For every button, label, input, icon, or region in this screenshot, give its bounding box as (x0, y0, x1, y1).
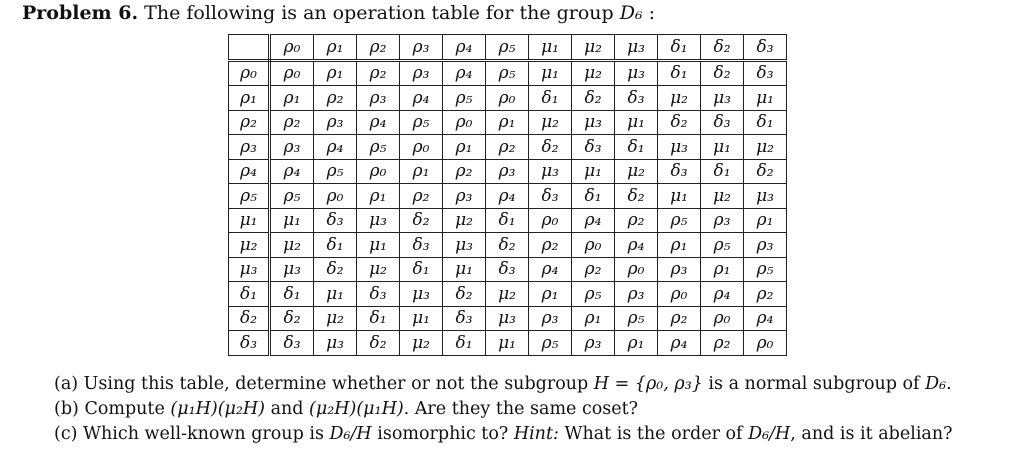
table-cell: μ₁ (314, 282, 357, 307)
table-cell: ρ₀ (658, 282, 701, 307)
table-cell: μ₂ (658, 86, 701, 111)
table-cell: ρ₂ (572, 257, 615, 282)
table-cell: ρ₁ (572, 306, 615, 331)
table-row (229, 159, 787, 184)
table-row (229, 233, 787, 258)
table-cell: δ₁ (615, 135, 658, 160)
table-cell: μ₁ (270, 208, 314, 233)
table-row (229, 184, 787, 209)
table-cell: μ₁ (744, 86, 787, 111)
table-cell: μ₃ (486, 306, 529, 331)
table-cell: ρ₄ (443, 60, 486, 86)
question-text: Which well-known group is (83, 424, 330, 444)
table-cell: δ₂ (486, 233, 529, 258)
column-header: μ₁ (529, 35, 572, 61)
question-text: and (265, 399, 310, 419)
table-cell: ρ₄ (529, 257, 572, 282)
table-row (229, 60, 787, 86)
table-cell: ρ₂ (615, 208, 658, 233)
math-subgroup: H = {ρ₀, ρ₃} (593, 374, 703, 394)
question-text: Using this table, determine whether or not the subgroup (83, 374, 594, 394)
table-cell: ρ₅ (701, 233, 744, 258)
table-cell: μ₁ (357, 233, 400, 258)
math-product: (μ₁H)(μ₂H) (170, 399, 265, 419)
table-cell: δ₂ (701, 60, 744, 86)
table-cell: ρ₃ (572, 331, 615, 356)
table-cell: ρ₃ (744, 233, 787, 258)
table-cell: ρ₂ (744, 282, 787, 307)
table-cell: μ₂ (443, 208, 486, 233)
table-cell: ρ₀ (357, 159, 400, 184)
table-cell: μ₁ (701, 135, 744, 160)
table-cell: ρ₁ (701, 257, 744, 282)
table-cell: ρ₀ (572, 233, 615, 258)
hint-label: Hint: (513, 424, 559, 444)
table-row (229, 86, 787, 111)
table-cell: μ₃ (314, 331, 357, 356)
row-header: μ₃ (229, 257, 270, 282)
table-cell: μ₂ (270, 233, 314, 258)
table-cell: ρ₄ (615, 233, 658, 258)
table-cell: ρ₂ (701, 331, 744, 356)
table-cell: μ₁ (400, 306, 443, 331)
table-cell: μ₃ (572, 110, 615, 135)
table-cell: δ₁ (400, 257, 443, 282)
table-cell: μ₂ (744, 135, 787, 160)
table-cell: ρ₂ (529, 233, 572, 258)
table-cell: ρ₄ (400, 86, 443, 111)
table-cell: ρ₀ (486, 86, 529, 111)
row-header: δ₃ (229, 331, 270, 356)
table-cell: ρ₄ (744, 306, 787, 331)
table-cell: ρ₃ (400, 60, 443, 86)
column-header: δ₃ (744, 35, 787, 61)
table-cell: ρ₅ (615, 306, 658, 331)
table-row (229, 208, 787, 233)
problem-text: The following is an operation table for the group (144, 2, 614, 24)
table-cell: δ₁ (270, 282, 314, 307)
question-c (54, 424, 953, 444)
table-cell: ρ₁ (270, 86, 314, 111)
row-header: ρ₀ (229, 60, 270, 86)
table-cell: ρ₅ (744, 257, 787, 282)
problem-label: Problem 6. (22, 2, 139, 24)
math-product: (μ₂H)(μ₁H) (309, 399, 404, 419)
column-header: ρ₅ (486, 35, 529, 61)
operation-table (228, 34, 787, 356)
table-cell: ρ₀ (529, 208, 572, 233)
table-cell: ρ₂ (658, 306, 701, 331)
question-text: . Are they the same coset? (403, 399, 639, 419)
table-cell: ρ₂ (443, 159, 486, 184)
table-cell: δ₂ (400, 208, 443, 233)
table-cell: ρ₃ (486, 159, 529, 184)
table-cell: δ₁ (314, 233, 357, 258)
table-cell: ρ₁ (357, 184, 400, 209)
table-cell: δ₁ (744, 110, 787, 135)
table-cell: ρ₃ (701, 208, 744, 233)
math-group: D₆ (925, 374, 947, 394)
row-header: ρ₂ (229, 110, 270, 135)
table-cell: ρ₄ (486, 184, 529, 209)
question-b (54, 399, 638, 419)
table-cell: δ₁ (572, 184, 615, 209)
table-cell: ρ₁ (529, 282, 572, 307)
question-a (54, 374, 952, 394)
table-cell: δ₃ (572, 135, 615, 160)
table-cell: δ₂ (744, 159, 787, 184)
problem-colon: : (648, 2, 656, 24)
column-header: μ₃ (615, 35, 658, 61)
table-cell: ρ₁ (744, 208, 787, 233)
table-cell: ρ₄ (314, 135, 357, 160)
group-name: D₆ (619, 2, 643, 24)
table-cell: δ₁ (486, 208, 529, 233)
table-cell: μ₂ (400, 331, 443, 356)
table-corner (229, 35, 270, 61)
table-cell: δ₂ (529, 135, 572, 160)
table-cell: ρ₃ (658, 257, 701, 282)
table-cell: μ₁ (615, 110, 658, 135)
table-cell: δ₂ (615, 184, 658, 209)
question-text: What is the order of (558, 424, 749, 444)
table-cell: δ₂ (572, 86, 615, 111)
table-cell: μ₃ (615, 60, 658, 86)
table-cell: ρ₅ (270, 184, 314, 209)
table-cell: ρ₃ (443, 184, 486, 209)
table-cell: μ₂ (486, 282, 529, 307)
column-header: δ₁ (658, 35, 701, 61)
table-cell: ρ₀ (400, 135, 443, 160)
question-text: Compute (84, 399, 171, 419)
table-cell: ρ₀ (701, 306, 744, 331)
table-cell: μ₂ (314, 306, 357, 331)
table-cell: ρ₅ (400, 110, 443, 135)
table-cell: δ₂ (357, 331, 400, 356)
table-cell: ρ₁ (443, 135, 486, 160)
table-cell: δ₃ (270, 331, 314, 356)
table-cell: ρ₅ (443, 86, 486, 111)
table-cell: ρ₀ (615, 257, 658, 282)
table-cell: μ₁ (486, 331, 529, 356)
table-row (229, 110, 787, 135)
table-cell: ρ₅ (658, 208, 701, 233)
table-cell: ρ₄ (270, 159, 314, 184)
column-header: ρ₂ (357, 35, 400, 61)
table-cell: μ₁ (529, 60, 572, 86)
table-cell: ρ₀ (744, 331, 787, 356)
row-header: ρ₁ (229, 86, 270, 111)
row-header: δ₁ (229, 282, 270, 307)
table-row (229, 257, 787, 282)
table-cell: δ₁ (357, 306, 400, 331)
table-cell: ρ₂ (400, 184, 443, 209)
question-text: isomorphic to? (371, 424, 514, 444)
table-cell: μ₃ (744, 184, 787, 209)
table-cell: ρ₁ (615, 331, 658, 356)
table-cell: δ₃ (658, 159, 701, 184)
table-cell: ρ₄ (357, 110, 400, 135)
table-cell: μ₁ (443, 257, 486, 282)
column-header: μ₂ (572, 35, 615, 61)
table-cell: ρ₄ (701, 282, 744, 307)
table-cell: δ₃ (443, 306, 486, 331)
table-cell: δ₃ (486, 257, 529, 282)
table-cell: μ₃ (658, 135, 701, 160)
question-label: (b) (54, 399, 79, 419)
table-cell: ρ₀ (314, 184, 357, 209)
column-header: ρ₃ (400, 35, 443, 61)
table-cell: δ₃ (615, 86, 658, 111)
table-cell: ρ₂ (486, 135, 529, 160)
table-cell: ρ₃ (615, 282, 658, 307)
row-header: μ₂ (229, 233, 270, 258)
table-cell: ρ₃ (314, 110, 357, 135)
question-label: (c) (54, 424, 78, 444)
table-cell: δ₃ (357, 282, 400, 307)
table-cell: ρ₁ (400, 159, 443, 184)
table-cell: ρ₄ (572, 208, 615, 233)
table-cell: μ₃ (357, 208, 400, 233)
table-cell: ρ₂ (270, 110, 314, 135)
table-row (229, 331, 787, 356)
table-row (229, 306, 787, 331)
table-cell: ρ₁ (314, 60, 357, 86)
question-label: (a) (54, 374, 79, 394)
problem-heading (22, 2, 655, 24)
table-cell: μ₃ (270, 257, 314, 282)
table-cell: μ₃ (701, 86, 744, 111)
table-cell: δ₂ (270, 306, 314, 331)
table-cell: δ₃ (400, 233, 443, 258)
table-cell: ρ₅ (357, 135, 400, 160)
table-cell: δ₂ (314, 257, 357, 282)
row-header: ρ₄ (229, 159, 270, 184)
table-cell: μ₃ (400, 282, 443, 307)
column-header: δ₂ (701, 35, 744, 61)
table-cell: ρ₅ (572, 282, 615, 307)
table-cell: ρ₄ (658, 331, 701, 356)
table-cell: μ₂ (529, 110, 572, 135)
table-cell: ρ₃ (270, 135, 314, 160)
column-header: ρ₁ (314, 35, 357, 61)
row-header: ρ₃ (229, 135, 270, 160)
table-cell: μ₂ (701, 184, 744, 209)
table-cell: ρ₅ (486, 60, 529, 86)
math-quotient: D₆/H (748, 424, 791, 444)
table-cell: δ₁ (443, 331, 486, 356)
row-header: ρ₅ (229, 184, 270, 209)
table-cell: δ₃ (314, 208, 357, 233)
table-cell: ρ₅ (529, 331, 572, 356)
table-cell: ρ₁ (658, 233, 701, 258)
table-cell: δ₂ (658, 110, 701, 135)
row-header: δ₂ (229, 306, 270, 331)
table-cell: μ₂ (572, 60, 615, 86)
table-row (229, 282, 787, 307)
question-text: is a normal subgroup of (702, 374, 926, 394)
table-cell: μ₃ (443, 233, 486, 258)
table-cell: ρ₀ (443, 110, 486, 135)
table-cell: δ₃ (701, 110, 744, 135)
table-cell: ρ₅ (314, 159, 357, 184)
table-cell: δ₃ (529, 184, 572, 209)
table-cell: δ₁ (529, 86, 572, 111)
table-cell: ρ₁ (486, 110, 529, 135)
column-header: ρ₄ (443, 35, 486, 61)
question-text: , and is it abelian? (790, 424, 953, 444)
table-row (229, 135, 787, 160)
question-text: . (946, 374, 952, 394)
table-cell: μ₁ (572, 159, 615, 184)
table-cell: ρ₀ (270, 60, 314, 86)
table-cell: ρ₂ (357, 60, 400, 86)
table-cell: μ₃ (529, 159, 572, 184)
table-cell: δ₃ (744, 60, 787, 86)
table-cell: ρ₃ (357, 86, 400, 111)
row-header: μ₁ (229, 208, 270, 233)
table-cell: μ₂ (615, 159, 658, 184)
table-cell: μ₂ (357, 257, 400, 282)
table-cell: δ₁ (658, 60, 701, 86)
math-quotient: D₆/H (329, 424, 372, 444)
column-header: ρ₀ (270, 35, 314, 61)
table-cell: μ₁ (658, 184, 701, 209)
table-cell: ρ₃ (529, 306, 572, 331)
table-cell: ρ₂ (314, 86, 357, 111)
table-cell: δ₁ (701, 159, 744, 184)
table-header-row (229, 35, 787, 61)
table-cell: δ₂ (443, 282, 486, 307)
